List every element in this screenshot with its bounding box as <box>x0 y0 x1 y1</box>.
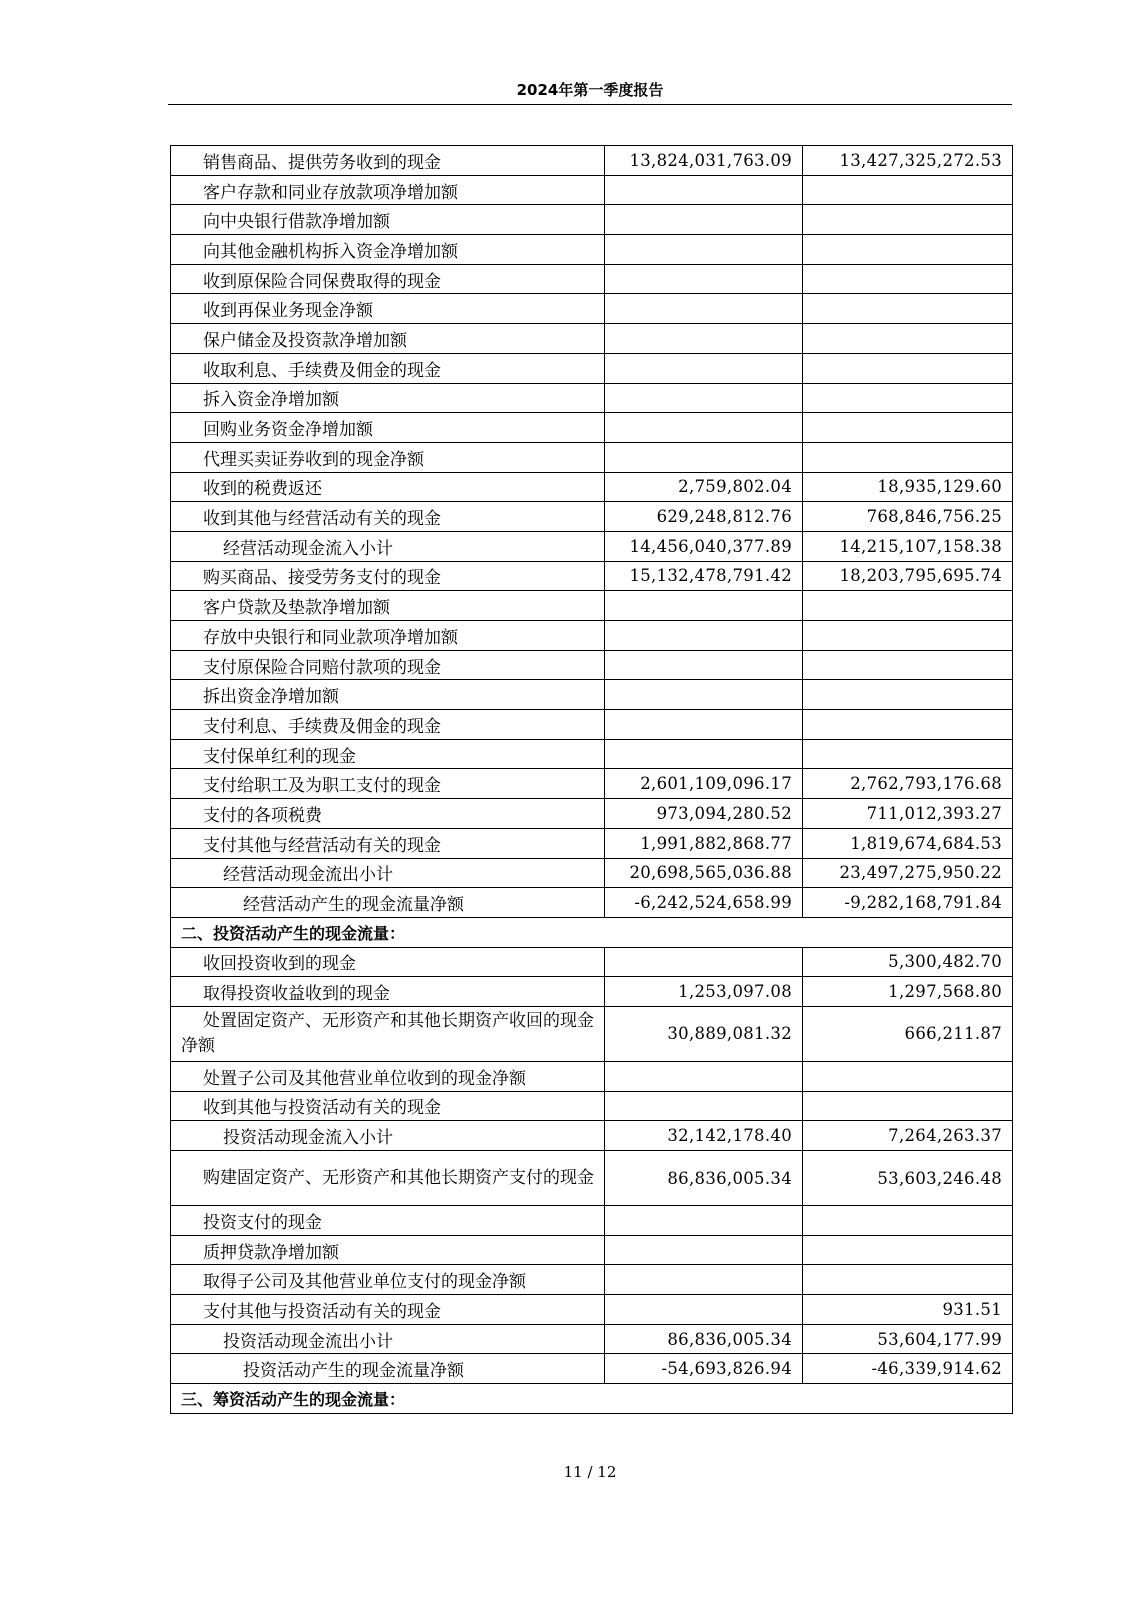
current-period-value <box>605 1235 803 1265</box>
previous-period-value: 7,264,263.37 <box>803 1121 1013 1151</box>
previous-period-value: 711,012,393.27 <box>803 799 1013 829</box>
row-label: 拆入资金净增加额 <box>171 383 605 413</box>
current-period-value: 1,253,097.08 <box>605 977 803 1007</box>
row-label: 拆出资金净增加额 <box>171 680 605 710</box>
page-header-title: 2024年第一季度报告 <box>516 81 664 99</box>
table-row <box>171 799 1013 829</box>
table-row <box>171 1295 1013 1325</box>
current-period-value <box>605 324 803 354</box>
current-period-value <box>605 650 803 680</box>
previous-period-value <box>803 739 1013 769</box>
previous-period-value <box>803 205 1013 235</box>
previous-period-value: 768,846,756.25 <box>803 502 1013 532</box>
previous-period-value <box>803 235 1013 265</box>
previous-period-value <box>803 294 1013 324</box>
row-label: 代理买卖证券收到的现金净额 <box>171 442 605 472</box>
current-period-value <box>605 175 803 205</box>
previous-period-value: -9,282,168,791.84 <box>803 888 1013 918</box>
table-row <box>171 1265 1013 1295</box>
table-row <box>171 650 1013 680</box>
previous-period-value <box>803 175 1013 205</box>
row-label: 质押贷款净增加额 <box>171 1235 605 1265</box>
row-label: 收回投资收到的现金 <box>171 947 605 977</box>
current-period-value <box>605 1091 803 1121</box>
row-label: 支付给职工及为职工支付的现金 <box>171 769 605 799</box>
table-row <box>171 235 1013 265</box>
current-period-value <box>605 1265 803 1295</box>
table-row <box>171 442 1013 472</box>
current-period-value <box>605 413 803 443</box>
table-row <box>171 502 1013 532</box>
table-row <box>171 591 1013 621</box>
previous-period-value: -46,339,914.62 <box>803 1354 1013 1384</box>
previous-period-value <box>803 442 1013 472</box>
current-period-value: 86,836,005.34 <box>605 1151 803 1206</box>
section-title-financing: 三、筹资活动产生的现金流量： <box>171 1384 1013 1414</box>
previous-period-value: 5,300,482.70 <box>803 947 1013 977</box>
current-period-value: 2,601,109,096.17 <box>605 769 803 799</box>
current-period-value <box>605 294 803 324</box>
table-row <box>171 1235 1013 1265</box>
table-row <box>171 264 1013 294</box>
row-label: 支付其他与经营活动有关的现金 <box>171 828 605 858</box>
current-period-value: 1,991,882,868.77 <box>605 828 803 858</box>
table-row <box>171 383 1013 413</box>
table-row <box>171 680 1013 710</box>
section-header-row <box>171 917 1013 947</box>
previous-period-value <box>803 621 1013 651</box>
net-total-row <box>171 1354 1013 1384</box>
current-period-value <box>605 264 803 294</box>
row-label: 收到的税费返还 <box>171 472 605 502</box>
previous-period-value: 53,604,177.99 <box>803 1324 1013 1354</box>
row-label: 取得子公司及其他营业单位支付的现金净额 <box>171 1265 605 1295</box>
row-label: 客户存款和同业存放款项净增加额 <box>171 175 605 205</box>
net-total-label: 投资活动产生的现金流量净额 <box>171 1354 605 1384</box>
previous-period-value <box>803 1206 1013 1236</box>
current-period-value <box>605 205 803 235</box>
subtotal-label: 投资活动现金流入小计 <box>171 1121 605 1151</box>
current-period-value: 14,456,040,377.89 <box>605 531 803 561</box>
table-row <box>171 1091 1013 1121</box>
table-row <box>171 1006 1013 1061</box>
table-row <box>171 710 1013 740</box>
current-period-value: -6,242,524,658.99 <box>605 888 803 918</box>
table-row <box>171 1151 1013 1206</box>
table-row <box>171 621 1013 651</box>
previous-period-value: 18,935,129.60 <box>803 472 1013 502</box>
row-label: 处置固定资产、无形资产和其他长期资产收回的现金净额 <box>171 1006 605 1061</box>
row-label: 回购业务资金净增加额 <box>171 413 605 443</box>
row-label: 存放中央银行和同业款项净增加额 <box>171 621 605 651</box>
previous-period-value <box>803 1265 1013 1295</box>
current-period-value <box>605 383 803 413</box>
previous-period-value <box>803 1091 1013 1121</box>
previous-period-value <box>803 1061 1013 1091</box>
current-period-value: 2,759,802.04 <box>605 472 803 502</box>
table-row <box>171 175 1013 205</box>
row-label: 收到原保险合同保费取得的现金 <box>171 264 605 294</box>
table-row <box>171 294 1013 324</box>
current-period-value <box>605 947 803 977</box>
previous-period-value <box>803 383 1013 413</box>
previous-period-value: 53,603,246.48 <box>803 1151 1013 1206</box>
row-label: 客户贷款及垫款净增加额 <box>171 591 605 621</box>
subtotal-row <box>171 1121 1013 1151</box>
row-label: 支付其他与投资活动有关的现金 <box>171 1295 605 1325</box>
current-period-value <box>605 1295 803 1325</box>
row-label: 向其他金融机构拆入资金净增加额 <box>171 235 605 265</box>
current-period-value: -54,693,826.94 <box>605 1354 803 1384</box>
table-row <box>171 947 1013 977</box>
row-label: 收到其他与经营活动有关的现金 <box>171 502 605 532</box>
previous-period-value: 666,211.87 <box>803 1006 1013 1061</box>
row-label: 投资支付的现金 <box>171 1206 605 1236</box>
row-label: 收取利息、手续费及佣金的现金 <box>171 353 605 383</box>
current-period-value <box>605 442 803 472</box>
subtotal-label: 经营活动现金流出小计 <box>171 858 605 888</box>
subtotal-row <box>171 858 1013 888</box>
table-row <box>171 977 1013 1007</box>
table-row <box>171 353 1013 383</box>
current-period-value <box>605 235 803 265</box>
row-label: 保户储金及投资款净增加额 <box>171 324 605 354</box>
row-label: 销售商品、提供劳务收到的现金 <box>171 146 605 176</box>
current-period-value: 32,142,178.40 <box>605 1121 803 1151</box>
current-period-value <box>605 739 803 769</box>
previous-period-value: 1,297,568.80 <box>803 977 1013 1007</box>
current-period-value: 86,836,005.34 <box>605 1324 803 1354</box>
previous-period-value <box>803 324 1013 354</box>
current-period-value: 20,698,565,036.88 <box>605 858 803 888</box>
row-label: 向中央银行借款净增加额 <box>171 205 605 235</box>
previous-period-value: 18,203,795,695.74 <box>803 561 1013 591</box>
previous-period-value <box>803 413 1013 443</box>
current-period-value: 13,824,031,763.09 <box>605 146 803 176</box>
table-row <box>171 828 1013 858</box>
previous-period-value <box>803 1235 1013 1265</box>
net-total-label: 经营活动产生的现金流量净额 <box>171 888 605 918</box>
current-period-value <box>605 591 803 621</box>
current-period-value <box>605 621 803 651</box>
row-label: 支付的各项税费 <box>171 799 605 829</box>
current-period-value: 30,889,081.32 <box>605 1006 803 1061</box>
section-header-row <box>171 1384 1013 1414</box>
subtotal-label: 经营活动现金流入小计 <box>171 531 605 561</box>
current-period-value <box>605 710 803 740</box>
table-row <box>171 1061 1013 1091</box>
row-label: 取得投资收益收到的现金 <box>171 977 605 1007</box>
previous-period-value <box>803 650 1013 680</box>
table-row <box>171 205 1013 235</box>
table-row <box>171 769 1013 799</box>
current-period-value <box>605 680 803 710</box>
row-label: 购建固定资产、无形资产和其他长期资产支付的现金 <box>171 1151 605 1206</box>
table-row <box>171 1206 1013 1236</box>
current-period-value: 15,132,478,791.42 <box>605 561 803 591</box>
previous-period-value: 23,497,275,950.22 <box>803 858 1013 888</box>
previous-period-value: 1,819,674,684.53 <box>803 828 1013 858</box>
row-label: 收到其他与投资活动有关的现金 <box>171 1091 605 1121</box>
previous-period-value <box>803 353 1013 383</box>
previous-period-value: 2,762,793,176.68 <box>803 769 1013 799</box>
cash-flow-table <box>170 145 1013 1414</box>
table-row <box>171 413 1013 443</box>
current-period-value <box>605 353 803 383</box>
row-label: 支付原保险合同赔付款项的现金 <box>171 650 605 680</box>
current-period-value <box>605 1206 803 1236</box>
row-label: 购买商品、接受劳务支付的现金 <box>171 561 605 591</box>
row-label: 支付利息、手续费及佣金的现金 <box>171 710 605 740</box>
table-row <box>171 324 1013 354</box>
row-label: 收到再保业务现金净额 <box>171 294 605 324</box>
page-number: 11 / 12 <box>563 1463 617 1481</box>
previous-period-value <box>803 680 1013 710</box>
net-total-row <box>171 888 1013 918</box>
table-row <box>171 739 1013 769</box>
row-label: 支付保单红利的现金 <box>171 739 605 769</box>
previous-period-value <box>803 591 1013 621</box>
current-period-value <box>605 1061 803 1091</box>
table-row <box>171 146 1013 176</box>
current-period-value: 629,248,812.76 <box>605 502 803 532</box>
row-label: 处置子公司及其他营业单位收到的现金净额 <box>171 1061 605 1091</box>
previous-period-value: 13,427,325,272.53 <box>803 146 1013 176</box>
previous-period-value: 931.51 <box>803 1295 1013 1325</box>
section-title-investing: 二、投资活动产生的现金流量： <box>171 917 1013 947</box>
subtotal-label: 投资活动现金流出小计 <box>171 1324 605 1354</box>
subtotal-row <box>171 1324 1013 1354</box>
table-row <box>171 561 1013 591</box>
previous-period-value <box>803 264 1013 294</box>
subtotal-row <box>171 531 1013 561</box>
table-row <box>171 472 1013 502</box>
previous-period-value <box>803 710 1013 740</box>
current-period-value: 973,094,280.52 <box>605 799 803 829</box>
previous-period-value: 14,215,107,158.38 <box>803 531 1013 561</box>
header-divider <box>168 104 1012 105</box>
